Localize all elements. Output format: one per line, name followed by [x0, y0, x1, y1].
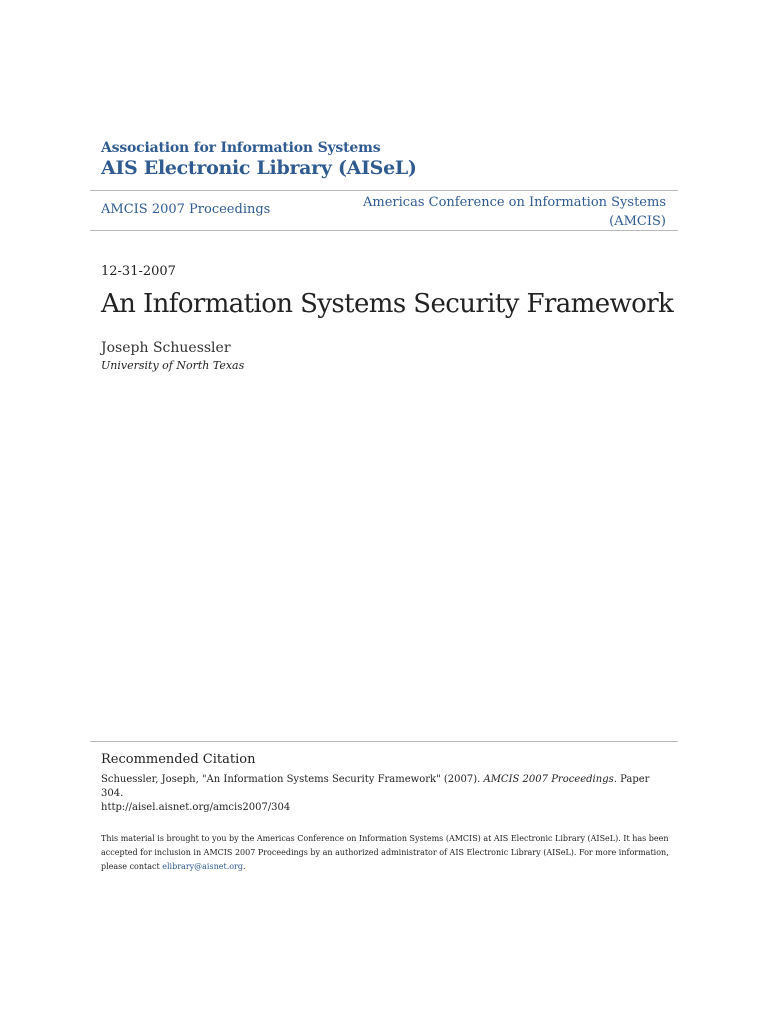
publication-date: 12-31-2007: [101, 264, 176, 279]
citation-url[interactable]: http://aisel.aisnet.org/amcis2007/304: [101, 802, 291, 813]
recommended-citation-heading: Recommended Citation: [101, 752, 256, 767]
divider: [90, 230, 678, 231]
divider: [90, 190, 678, 191]
rights-notice: [101, 832, 671, 874]
conference-line-1: Americas Conference on Information Systems: [363, 195, 666, 210]
notice-end: .: [243, 862, 246, 871]
notice-text: This material is brought to you by the Americas Conference on Information Systems (AMCIS) at AIS Electronic Library (AISeL). It has been accepted for inclusion in AMCIS 2007 Proceedings by an authorized administrator of AIS Electronic Library (AISeL). For more information, please contact: [101, 834, 669, 871]
citation-suffix: . Paper 304.: [101, 774, 650, 799]
divider: [90, 741, 678, 742]
paper-title: An Information Systems Security Framework: [101, 289, 674, 319]
association-name[interactable]: Association for Information Systems: [101, 140, 381, 156]
citation-prefix: Schuessler, Joseph, "An Information Systems Security Framework" (2007).: [101, 774, 484, 785]
citation-venue: AMCIS 2007 Proceedings: [483, 774, 614, 785]
conference-link[interactable]: [363, 193, 666, 231]
citation-text: [101, 773, 671, 815]
library-name[interactable]: AIS Electronic Library (AISeL): [101, 157, 417, 179]
proceedings-link[interactable]: AMCIS 2007 Proceedings: [101, 202, 271, 217]
author-name: Joseph Schuessler: [101, 340, 231, 356]
conference-line-2: (AMCIS): [609, 214, 666, 229]
author-affiliation: University of North Texas: [101, 359, 245, 372]
contact-email-link[interactable]: elibrary@aisnet.org: [162, 862, 243, 871]
